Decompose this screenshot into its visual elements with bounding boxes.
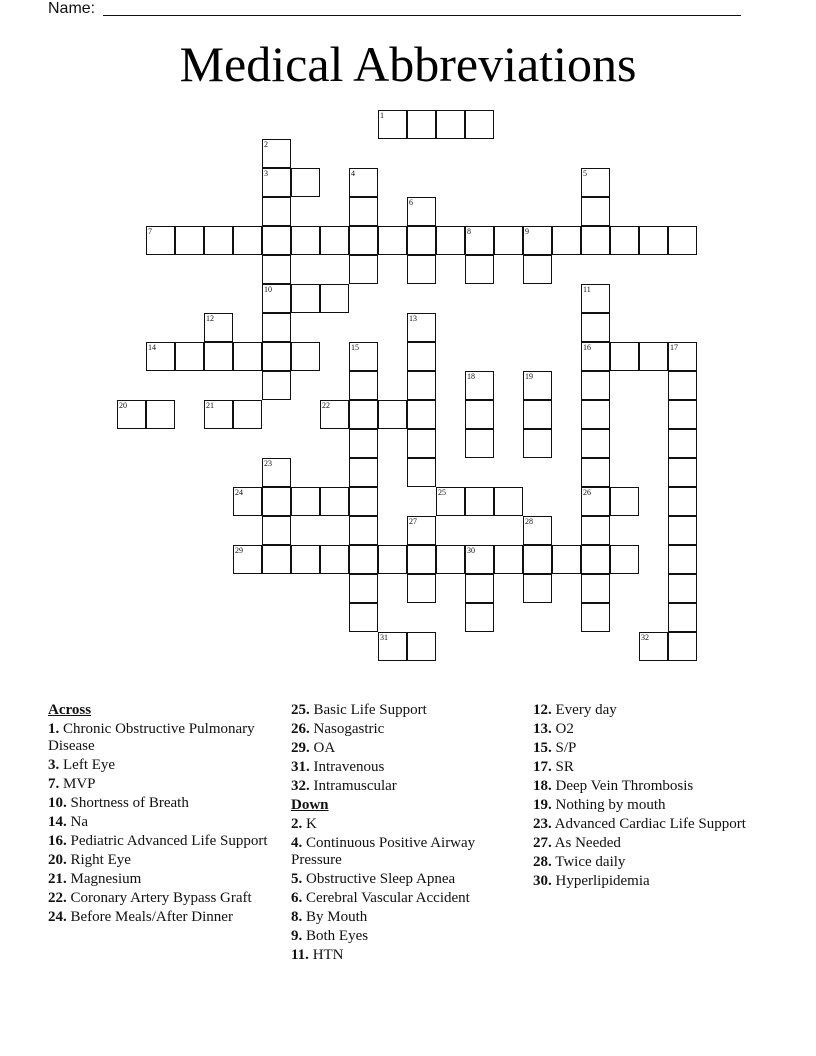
- grid-cell[interactable]: [233, 400, 262, 429]
- clue-text: Hyperlipidemia: [551, 873, 650, 889]
- grid-cell[interactable]: [668, 516, 697, 545]
- grid-cell[interactable]: [465, 603, 494, 632]
- grid-cell[interactable]: [581, 516, 610, 545]
- down-clue: [291, 835, 516, 869]
- grid-cell[interactable]: [262, 197, 291, 226]
- across-clue: [48, 833, 273, 850]
- grid-cell[interactable]: [581, 342, 610, 371]
- clue-number: 5: [583, 169, 587, 178]
- grid-cell[interactable]: [320, 226, 349, 255]
- clue-number: 21: [206, 401, 214, 410]
- clue-text: Basic Life Support: [309, 702, 427, 718]
- grid-cell[interactable]: [146, 226, 175, 255]
- grid-cell[interactable]: [581, 284, 610, 313]
- grid-cell[interactable]: [581, 574, 610, 603]
- clue-num: 8.: [291, 909, 303, 925]
- down-clue: [533, 835, 758, 852]
- clue-text: Intravenous: [309, 759, 385, 775]
- clue-num: 13.: [533, 721, 552, 737]
- grid-cell[interactable]: [523, 545, 552, 574]
- grid-cell[interactable]: [262, 168, 291, 197]
- across-clue: [48, 909, 273, 926]
- clue-num: 25.: [291, 702, 310, 718]
- clue-text: Every day: [551, 702, 617, 718]
- clue-text: Obstructive Sleep Apnea: [302, 871, 456, 887]
- clue-number: 8: [467, 227, 471, 236]
- grid-cell[interactable]: [581, 603, 610, 632]
- clue-num: 23.: [533, 816, 552, 832]
- clue-text: MVP: [59, 776, 96, 792]
- grid-cell[interactable]: [349, 487, 378, 516]
- clue-number: 29: [235, 546, 243, 555]
- clue-text: Before Meals/After Dinner: [66, 909, 233, 925]
- grid-cell[interactable]: [378, 400, 407, 429]
- clue-number: 27: [409, 517, 417, 526]
- clue-number: 4: [351, 169, 355, 178]
- clue-number: 17: [670, 343, 678, 352]
- across-clue: [291, 778, 516, 795]
- grid-cell[interactable]: [668, 429, 697, 458]
- grid-cell[interactable]: [465, 255, 494, 284]
- clue-number: 28: [525, 517, 533, 526]
- clue-num: 27.: [533, 835, 552, 851]
- grid-cell[interactable]: [204, 400, 233, 429]
- clue-num: 10.: [48, 795, 67, 811]
- grid-cell[interactable]: [668, 487, 697, 516]
- grid-cell[interactable]: [349, 545, 378, 574]
- down-clue: [291, 947, 516, 964]
- across-clue: [48, 852, 273, 869]
- grid-cell[interactable]: [407, 226, 436, 255]
- across-clue: [48, 757, 273, 774]
- grid-cell[interactable]: [407, 429, 436, 458]
- clue-text: Chronic Obstructive Pulmonary Disease: [48, 721, 255, 754]
- grid-cell[interactable]: [436, 110, 465, 139]
- clue-text: Both Eyes: [302, 928, 369, 944]
- clue-num: 19.: [533, 797, 552, 813]
- down-clue: [533, 873, 758, 890]
- grid-cell[interactable]: [349, 429, 378, 458]
- grid-cell[interactable]: [320, 284, 349, 313]
- grid-cell[interactable]: [668, 458, 697, 487]
- grid-cell[interactable]: [523, 516, 552, 545]
- clue-num: 2.: [291, 816, 303, 832]
- grid-cell[interactable]: [581, 313, 610, 342]
- grid-cell[interactable]: [581, 458, 610, 487]
- clue-number: 12: [206, 314, 214, 323]
- grid-cell[interactable]: [494, 487, 523, 516]
- grid-cell[interactable]: [639, 632, 668, 661]
- clue-number: 23: [264, 459, 272, 468]
- grid-cell[interactable]: [668, 545, 697, 574]
- grid-cell[interactable]: [349, 371, 378, 400]
- grid-cell[interactable]: [407, 458, 436, 487]
- clue-num: 11.: [291, 947, 309, 963]
- clue-num: 24.: [48, 909, 67, 925]
- grid-cell[interactable]: [581, 168, 610, 197]
- grid-cell[interactable]: [407, 313, 436, 342]
- across-clue: [291, 721, 516, 738]
- grid-cell[interactable]: [262, 458, 291, 487]
- grid-cell[interactable]: [639, 226, 668, 255]
- down-clue: [533, 759, 758, 776]
- grid-cell[interactable]: [349, 197, 378, 226]
- grid-cell[interactable]: [494, 226, 523, 255]
- clue-text: O2: [551, 721, 574, 737]
- across-clue: [291, 759, 516, 776]
- grid-cell[interactable]: [407, 632, 436, 661]
- clue-num: 28.: [533, 854, 552, 870]
- down-clue: [291, 816, 516, 833]
- grid-cell[interactable]: [262, 226, 291, 255]
- grid-cell[interactable]: [320, 487, 349, 516]
- grid-cell[interactable]: [291, 284, 320, 313]
- grid-cell[interactable]: [523, 400, 552, 429]
- grid-cell[interactable]: [407, 574, 436, 603]
- down-clue: [291, 890, 516, 907]
- grid-cell[interactable]: [523, 255, 552, 284]
- clue-num: 3.: [48, 757, 60, 773]
- clue-text: Coronary Artery Bypass Graft: [66, 890, 252, 906]
- clue-num: 30.: [533, 873, 552, 889]
- clue-num: 7.: [48, 776, 60, 792]
- grid-cell[interactable]: [581, 545, 610, 574]
- grid-cell[interactable]: [436, 226, 465, 255]
- across-clue: [291, 702, 516, 719]
- grid-cell[interactable]: [262, 342, 291, 371]
- grid-cell[interactable]: [233, 545, 262, 574]
- grid-cell[interactable]: [407, 255, 436, 284]
- grid-cell[interactable]: [349, 516, 378, 545]
- across-clue: [48, 721, 273, 755]
- grid-cell[interactable]: [668, 632, 697, 661]
- clue-text: Left Eye: [59, 757, 116, 773]
- clues-column-2: [291, 702, 516, 966]
- clue-number: 13: [409, 314, 417, 323]
- grid-cell[interactable]: [349, 226, 378, 255]
- down-clue: [533, 702, 758, 719]
- grid-cell[interactable]: [494, 545, 523, 574]
- clue-number: 24: [235, 488, 243, 497]
- grid-cell[interactable]: [523, 371, 552, 400]
- grid-cell[interactable]: [610, 545, 639, 574]
- clue-number: 10: [264, 285, 272, 294]
- grid-cell[interactable]: [378, 632, 407, 661]
- grid-cell[interactable]: [581, 429, 610, 458]
- grid-cell[interactable]: [291, 168, 320, 197]
- clue-number: 11: [583, 285, 591, 294]
- grid-cell[interactable]: [233, 342, 262, 371]
- grid-cell[interactable]: [668, 342, 697, 371]
- down-clue: [533, 740, 758, 757]
- page-title: Medical Abbreviations: [179, 36, 637, 92]
- grid-cell[interactable]: [668, 371, 697, 400]
- grid-cell[interactable]: [349, 458, 378, 487]
- clue-text: Continuous Positive Airway Pressure: [291, 835, 476, 868]
- clue-number: 14: [148, 343, 156, 352]
- clue-text: Nasogastric: [309, 721, 385, 737]
- grid-cell[interactable]: [581, 197, 610, 226]
- clue-text: Pediatric Advanced Life Support: [66, 833, 268, 849]
- clue-num: 15.: [533, 740, 552, 756]
- grid-cell[interactable]: [668, 226, 697, 255]
- down-clue: [291, 928, 516, 945]
- grid-cell[interactable]: [262, 139, 291, 168]
- clue-num: 21.: [48, 871, 67, 887]
- clue-number: 32: [641, 633, 649, 642]
- clue-text: Nothing by mouth: [551, 797, 666, 813]
- clue-text: Advanced Cardiac Life Support: [551, 816, 746, 832]
- grid-cell[interactable]: [204, 313, 233, 342]
- grid-cell[interactable]: [349, 574, 378, 603]
- grid-cell[interactable]: [610, 342, 639, 371]
- grid-cell[interactable]: [204, 342, 233, 371]
- grid-cell[interactable]: [117, 400, 146, 429]
- grid-cell[interactable]: [581, 371, 610, 400]
- clue-num: 16.: [48, 833, 67, 849]
- grid-cell[interactable]: [581, 400, 610, 429]
- grid-cell[interactable]: [378, 110, 407, 139]
- down-clue: [533, 778, 758, 795]
- clue-num: 14.: [48, 814, 67, 830]
- grid-cell[interactable]: [233, 487, 262, 516]
- clue-num: 31.: [291, 759, 310, 775]
- grid-cell[interactable]: [465, 487, 494, 516]
- down-heading: Down: [291, 797, 329, 813]
- clue-text: S/P: [551, 740, 577, 756]
- clue-number: 16: [583, 343, 591, 352]
- down-clue: [533, 721, 758, 738]
- grid-cell[interactable]: [523, 429, 552, 458]
- clue-text: HTN: [308, 947, 344, 963]
- grid-cell[interactable]: [262, 371, 291, 400]
- clue-num: 4.: [291, 835, 303, 851]
- clue-num: 26.: [291, 721, 310, 737]
- grid-cell[interactable]: [639, 342, 668, 371]
- clue-num: 9.: [291, 928, 303, 944]
- name-label: Name:: [48, 0, 96, 17]
- across-clue: [291, 740, 516, 757]
- across-clue: [48, 776, 273, 793]
- grid-cell[interactable]: [436, 487, 465, 516]
- grid-cell[interactable]: [291, 545, 320, 574]
- clue-text: Shortness of Breath: [66, 795, 189, 811]
- down-clue: [533, 797, 758, 814]
- clue-text: By Mouth: [302, 909, 368, 925]
- grid-cell[interactable]: [262, 255, 291, 284]
- grid-cell[interactable]: [523, 226, 552, 255]
- clue-number: 15: [351, 343, 359, 352]
- clue-num: 22.: [48, 890, 67, 906]
- clue-number: 20: [119, 401, 127, 410]
- grid-cell[interactable]: [407, 400, 436, 429]
- clue-num: 1.: [48, 721, 60, 737]
- clue-number: 19: [525, 372, 533, 381]
- clue-text: Magnesium: [66, 871, 142, 887]
- clue-number: 18: [467, 372, 475, 381]
- down-clue: [533, 854, 758, 871]
- clue-text: Right Eye: [66, 852, 131, 868]
- grid-cell[interactable]: [262, 516, 291, 545]
- grid-cell[interactable]: [465, 110, 494, 139]
- grid-cell[interactable]: [349, 342, 378, 371]
- grid-cell[interactable]: [436, 545, 465, 574]
- across-clue: [48, 795, 273, 812]
- grid-cell[interactable]: [378, 226, 407, 255]
- down-clue: [291, 909, 516, 926]
- grid-cell[interactable]: [349, 168, 378, 197]
- grid-cell[interactable]: [465, 400, 494, 429]
- grid-cell[interactable]: [552, 226, 581, 255]
- grid-cell[interactable]: [552, 545, 581, 574]
- grid-cell[interactable]: [610, 226, 639, 255]
- grid-cell[interactable]: [262, 313, 291, 342]
- clue-num: 20.: [48, 852, 67, 868]
- clue-num: 6.: [291, 890, 303, 906]
- clue-text: K: [302, 816, 317, 832]
- clue-text: Twice daily: [551, 854, 626, 870]
- clue-num: 5.: [291, 871, 303, 887]
- grid-cell[interactable]: [668, 574, 697, 603]
- grid-cell[interactable]: [146, 400, 175, 429]
- clue-number: 22: [322, 401, 330, 410]
- grid-cell[interactable]: [407, 197, 436, 226]
- grid-cell[interactable]: [668, 400, 697, 429]
- clue-num: 29.: [291, 740, 310, 756]
- grid-cell[interactable]: [407, 371, 436, 400]
- grid-cell[interactable]: [233, 226, 262, 255]
- grid-cell[interactable]: [407, 110, 436, 139]
- clue-text: Intramuscular: [309, 778, 397, 794]
- grid-cell[interactable]: [465, 226, 494, 255]
- clue-number: 30: [467, 546, 475, 555]
- grid-cell[interactable]: [291, 342, 320, 371]
- clue-num: 18.: [533, 778, 552, 794]
- clue-text: Na: [66, 814, 88, 830]
- grid-cell[interactable]: [465, 545, 494, 574]
- clue-num: 32.: [291, 778, 310, 794]
- across-clue: [48, 814, 273, 831]
- grid-cell[interactable]: [320, 545, 349, 574]
- grid-cell[interactable]: [349, 400, 378, 429]
- grid-cell[interactable]: [146, 342, 175, 371]
- grid-cell[interactable]: [407, 342, 436, 371]
- clue-number: 3: [264, 169, 268, 178]
- grid-cell[interactable]: [407, 516, 436, 545]
- grid-cell[interactable]: [262, 545, 291, 574]
- grid-cell[interactable]: [175, 226, 204, 255]
- grid-cell[interactable]: [291, 487, 320, 516]
- grid-cell[interactable]: [175, 342, 204, 371]
- clue-number: 2: [264, 140, 268, 149]
- clues-column-3: [533, 702, 758, 892]
- clue-text: Cerebral Vascular Accident: [302, 890, 470, 906]
- clue-num: 17.: [533, 759, 552, 775]
- grid-cell[interactable]: [407, 545, 436, 574]
- grid-cell[interactable]: [465, 429, 494, 458]
- down-clue: [291, 871, 516, 888]
- across-clue: [48, 871, 273, 888]
- grid-cell[interactable]: [349, 255, 378, 284]
- clues-column-1: [48, 702, 273, 928]
- grid-cell[interactable]: [610, 487, 639, 516]
- grid-cell[interactable]: [523, 574, 552, 603]
- grid-cell[interactable]: [465, 574, 494, 603]
- clue-number: 7: [148, 227, 152, 236]
- clue-number: 9: [525, 227, 529, 236]
- clue-text: Deep Vein Thrombosis: [551, 778, 694, 794]
- grid-cell[interactable]: [349, 603, 378, 632]
- grid-cell[interactable]: [320, 400, 349, 429]
- clue-number: 1: [380, 111, 384, 120]
- down-clue: [533, 816, 758, 833]
- clue-number: 26: [583, 488, 591, 497]
- clue-text: SR: [551, 759, 574, 775]
- clue-text: OA: [309, 740, 336, 756]
- grid-cell[interactable]: [262, 284, 291, 313]
- grid-cell[interactable]: [581, 226, 610, 255]
- clue-number: 25: [438, 488, 446, 497]
- clue-text: As Needed: [551, 835, 621, 851]
- grid-cell[interactable]: [465, 371, 494, 400]
- across-clue: [48, 890, 273, 907]
- grid-cell[interactable]: [668, 603, 697, 632]
- grid-cell[interactable]: [204, 226, 233, 255]
- grid-cell[interactable]: [262, 487, 291, 516]
- grid-cell[interactable]: [291, 226, 320, 255]
- grid-cell[interactable]: [581, 487, 610, 516]
- clue-number: 31: [380, 633, 388, 642]
- clue-number: 6: [409, 198, 413, 207]
- clue-num: 12.: [533, 702, 552, 718]
- across-heading: Across: [48, 702, 92, 718]
- grid-cell[interactable]: [378, 545, 407, 574]
